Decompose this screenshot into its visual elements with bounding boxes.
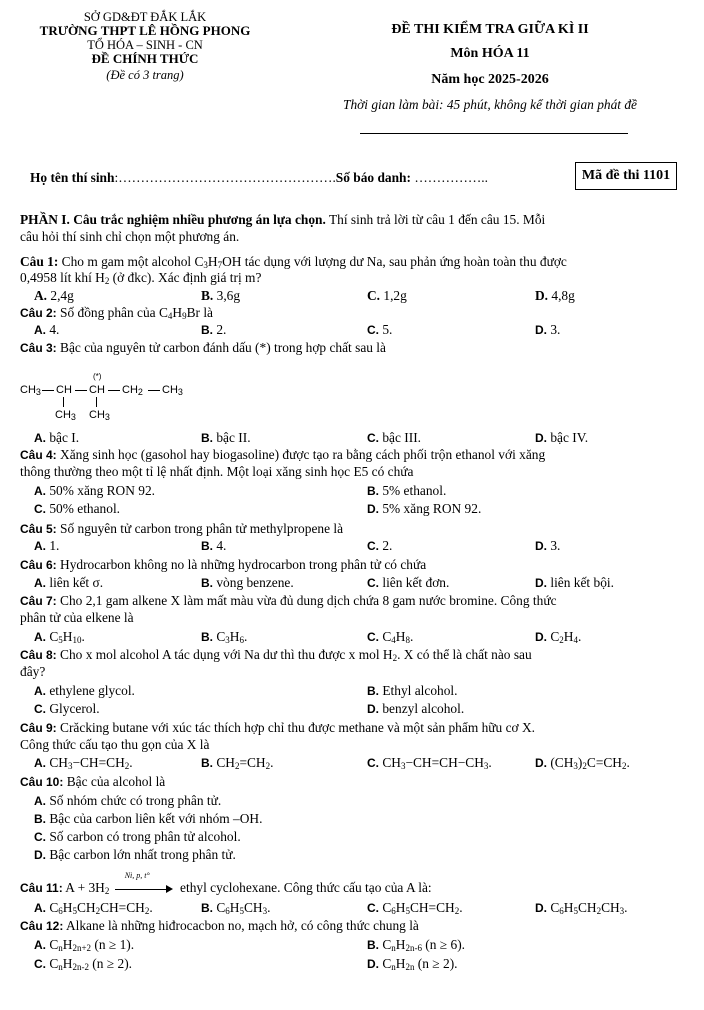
q2-sub: 4	[167, 311, 173, 321]
option-text: 2,4g	[50, 288, 74, 303]
q1-option-b	[201, 288, 240, 304]
q5-text: Số nguyên tử carbon trong phân tử methylpropene là	[56, 521, 344, 536]
q10-option-b	[34, 811, 262, 827]
option-label: C.	[367, 323, 379, 337]
q2-option-b	[201, 322, 226, 338]
option-label: A.	[34, 288, 48, 303]
option-label: B.	[201, 576, 213, 590]
q3-option-a	[34, 430, 79, 446]
option-text: 5% ethanol.	[382, 483, 447, 498]
bond	[63, 397, 64, 407]
option-text: 4.	[49, 322, 60, 337]
question-9-line2: Công thức cấu tạo thu gọn của X là	[20, 737, 210, 752]
q6-option-c	[367, 575, 449, 591]
q7-option-b: B. $C_3H_6$.	[201, 629, 248, 645]
q9-option-c: C. $CH_3-CH=CH-CH_3$.	[367, 755, 492, 771]
exam-header	[295, 10, 685, 113]
option-text: bậc II.	[216, 430, 251, 445]
q5-option-a	[34, 538, 59, 554]
formula-ch3-right: $CH_3$	[162, 384, 183, 397]
q2-option-c	[367, 322, 392, 338]
formula-ch3-branch1: $CH_3$	[55, 409, 76, 422]
option-text: 50% ethanol.	[49, 501, 121, 516]
q10-option-c	[34, 829, 241, 845]
q7-option-c: C. $C_4H_8$.	[367, 629, 414, 645]
q7-option-a: A. $C_5H_{10}$.	[34, 629, 85, 645]
formula-ch2: $CH_2$	[122, 384, 143, 397]
option-text: 5% xăng RON 92.	[382, 501, 482, 516]
option-label: C.	[34, 830, 46, 844]
question-5	[20, 521, 684, 537]
q3-option-c	[367, 430, 421, 446]
option-label: D.	[535, 323, 547, 337]
school-name: TRƯỜNG THPT LÊ HỒNG PHONG	[39, 23, 251, 38]
option-label: D.	[367, 702, 379, 716]
arrow-condition: Ni, p, t°	[124, 870, 150, 880]
q8-text: Cho x mol alcohol A tác dụng với Na dư thì thu được x mol H	[56, 647, 393, 662]
option-label: D.	[535, 576, 547, 590]
q11-option-a: A. $C_6H_5CH_2CH=CH_2$.	[34, 900, 153, 916]
q3-option-d	[535, 430, 588, 446]
q4-option-b	[367, 483, 446, 499]
option-label: A.	[34, 756, 46, 770]
option-label: B.	[367, 684, 379, 698]
option-text: 2.	[216, 322, 227, 337]
q4-option-a	[34, 483, 155, 499]
option-label: B.	[201, 539, 213, 553]
option-label: B.	[367, 484, 379, 498]
q10-option-d	[34, 847, 236, 863]
option-text: liên kết bội.	[550, 575, 614, 590]
q8-option-d	[367, 701, 464, 717]
q9-option-b: B. $CH_2=CH_2$.	[201, 755, 274, 771]
exam-code-box: Mã đề thi 1101	[575, 162, 677, 190]
name-fill: :………………………………………….	[114, 170, 336, 185]
option-text: bậc III.	[382, 430, 422, 445]
exam-time: Thời gian làm bài: 45 phút, không kể thời gian phát đề	[343, 97, 637, 112]
question-12	[20, 918, 684, 934]
option-text: 3,6g	[216, 288, 241, 303]
name-label: Họ tên thí sinh	[30, 170, 115, 185]
bond	[96, 397, 97, 407]
option-label: A.	[34, 323, 46, 337]
q2-option-d	[535, 322, 560, 338]
q5-option-b	[201, 538, 226, 554]
option-label: B.	[367, 938, 379, 952]
q1-sub: 3	[203, 260, 208, 270]
question-8-line1	[20, 647, 684, 663]
q1-sub: 7	[217, 260, 223, 270]
question-number: Câu 4:	[20, 448, 57, 462]
question-9-line1	[20, 720, 684, 736]
question-3	[20, 340, 684, 356]
department-name: SỞ GD&ĐT ĐẮK LẮK	[83, 10, 207, 24]
bond	[108, 390, 120, 391]
option-text: Glycerol.	[49, 701, 100, 716]
question-4-line1	[20, 447, 684, 463]
option-text: 4.	[216, 538, 227, 553]
question-6	[20, 557, 684, 573]
q9-option-a: A. $CH_3-CH=CH_2$.	[34, 755, 133, 771]
question-number: Câu 8:	[20, 648, 57, 662]
option-label: C.	[367, 539, 379, 553]
option-label: D.	[535, 756, 547, 770]
exam-year: Năm học 2025-2026	[431, 72, 549, 87]
option-label: C.	[367, 431, 379, 445]
option-text: 2.	[382, 538, 393, 553]
option-label: B.	[201, 431, 213, 445]
q4-option-d	[367, 501, 481, 517]
q1-option-c	[367, 288, 407, 304]
q12-option-c: C. $C_nH_{2n-2}$ (n ≥ 2).	[34, 956, 133, 972]
part1-instr1: Thí sinh trả lời từ câu 1 đến câu 15. Mỗi	[325, 212, 546, 227]
q10-text: Bậc của alcohol là	[63, 774, 166, 789]
formula-star: (*)	[93, 372, 102, 381]
q11-option-b: B. $C_6H_5CH_3$.	[201, 900, 271, 916]
option-text: 3.	[550, 538, 561, 553]
q7-option-d: D. $C_2H_4$.	[535, 629, 582, 645]
q8-option-a	[34, 683, 135, 699]
q8-option-c	[34, 701, 100, 717]
question-1-line2	[20, 270, 684, 286]
q1-text: H	[207, 254, 218, 269]
option-text: 4,8g	[551, 288, 575, 303]
part1-instruction	[20, 212, 684, 228]
option-label: B.	[201, 630, 213, 644]
header-rule	[360, 133, 628, 134]
bond	[75, 390, 87, 391]
q11-option-c: C. $C_6H_5CH=CH_2$.	[367, 900, 463, 916]
q11-sub: 2	[104, 886, 110, 896]
option-text: 3.	[550, 322, 561, 337]
option-label: A.	[34, 630, 46, 644]
option-label: C.	[367, 630, 379, 644]
bond	[148, 390, 160, 391]
q2-option-a	[34, 322, 59, 338]
option-label: D.	[535, 539, 547, 553]
exam-title: ĐỀ THI KIỂM TRA GIỮA KÌ II	[391, 22, 589, 37]
q6-option-d	[535, 575, 614, 591]
option-label: C.	[34, 702, 46, 716]
option-label: A.	[34, 901, 46, 915]
q11-text: A + 3H	[62, 880, 105, 895]
option-text: bậc IV.	[550, 430, 589, 445]
q8-text: . X có thể là chất nào sau	[397, 647, 532, 662]
option-label: D.	[367, 502, 379, 516]
q2-text: Br là	[186, 305, 213, 320]
q1-text: 0,4958 lít khí H	[20, 270, 105, 285]
option-text: vòng benzene.	[216, 575, 294, 590]
q1-text: OH tác dụng với lượng dư Na, sau phản ứng hoàn toàn thu được	[222, 254, 567, 269]
q12-option-d: D. $C_nH_{2n}$ (n ≥ 2).	[367, 956, 458, 972]
option-label: C.	[367, 576, 379, 590]
option-label: A.	[34, 539, 46, 553]
option-text: 5.	[382, 322, 393, 337]
q12-option-b: B. $C_nH_{2n-6}$ (n ≥ 6).	[367, 937, 466, 953]
part1-instr2: câu hỏi thí sinh chỉ chọn một phương án.	[20, 229, 240, 244]
question-2	[20, 305, 684, 321]
question-number: Câu 11:	[20, 881, 63, 895]
formula-ch3-branch2: $CH_3$	[89, 409, 110, 422]
q1-text: (ở đkc). Xác định giá trị m?	[109, 270, 262, 285]
option-label: A.	[34, 484, 46, 498]
formula-ch3-left: $CH_3$	[20, 384, 41, 397]
option-label: D.	[535, 630, 547, 644]
question-number: Câu 7:	[20, 594, 57, 608]
question-7-line1	[20, 593, 684, 609]
option-label: A.	[34, 431, 46, 445]
q10-option-a	[34, 793, 221, 809]
question-number: Câu 1:	[20, 254, 59, 269]
student-info	[30, 170, 488, 186]
q9-text: Crăcking butane với xúc tác thích hợp chỉ thu được methane và một sản phẩm hữu cơ X.	[56, 720, 535, 735]
question-10	[20, 774, 684, 790]
q2-text: H	[172, 305, 183, 320]
official-label: ĐỀ CHÍNH THỨC	[91, 51, 199, 66]
question-number: Câu 10:	[20, 775, 64, 789]
bond	[42, 390, 54, 391]
option-text: Số nhóm chức có trong phân tử.	[49, 793, 222, 808]
q11-option-d: D. $C_6H_5CH_2CH_3$.	[535, 900, 628, 916]
q3-text: Bậc của nguyên tử carbon đánh dấu (*) trong hợp chất sau là	[56, 340, 386, 355]
page-count: (Đề có 3 trang)	[106, 68, 184, 82]
q1-option-d	[535, 288, 575, 304]
q9-option-d: D. $(CH_3)_2C=CH_2$.	[535, 755, 630, 771]
question-number: Câu 3:	[20, 341, 57, 355]
option-label: B.	[201, 756, 213, 770]
q6-option-a	[34, 575, 103, 591]
q2-sub: 9	[182, 311, 187, 321]
option-text: benzyl alcohol.	[382, 701, 465, 716]
option-label: C.	[367, 288, 381, 303]
option-text: liên kết σ.	[49, 575, 104, 590]
option-label: D.	[535, 901, 547, 915]
question-4-line2: thông thường theo một tỉ lệ nhất định. Một loại xăng sinh học E5 có chứa	[20, 464, 414, 479]
question-number: Câu 5:	[20, 522, 57, 536]
q4-option-c	[34, 501, 120, 517]
option-label: B.	[201, 288, 214, 303]
group-name: TỔ HÓA – SINH - CN	[87, 38, 203, 52]
option-text: liên kết đơn.	[382, 575, 450, 590]
q2-text: Số đồng phân của C	[56, 305, 168, 320]
option-label: D.	[34, 848, 46, 862]
question-number: Câu 2:	[20, 306, 57, 320]
option-label: A.	[34, 684, 46, 698]
option-label: C.	[34, 502, 46, 516]
q12-text: Alkane là những hiđrocacbon no, mạch hở, có công thức chung là	[63, 918, 419, 933]
question-1-line1	[20, 254, 684, 270]
option-label: D.	[367, 957, 379, 971]
option-text: 1,2g	[383, 288, 407, 303]
option-text: Bậc của carbon liên kết với nhóm –OH.	[49, 811, 263, 826]
q8-sub: 2	[392, 653, 398, 663]
reaction-arrow-icon	[113, 870, 177, 896]
option-text: 1.	[49, 538, 60, 553]
q8-option-b	[367, 683, 457, 699]
question-number: Câu 6:	[20, 558, 57, 572]
option-label: D.	[535, 431, 547, 445]
q11-text: ethyl cyclohexane. Công thức cấu tạo của A là:	[176, 880, 432, 895]
question-number: Câu 9:	[20, 721, 57, 735]
option-label: D.	[535, 288, 549, 303]
q12-option-a: A. $C_nH_{2n+2}$ (n ≥ 1).	[34, 937, 135, 953]
q1-text: Cho m gam một alcohol C	[58, 254, 204, 269]
option-label: C.	[34, 957, 46, 971]
formula-ch-2: CH	[89, 384, 105, 396]
exam-subject: Môn HÓA 11	[450, 46, 530, 61]
question-7-line2: phân tử của elkene là	[20, 610, 134, 625]
q5-option-d	[535, 538, 560, 554]
q4-text: Xăng sinh học (gasohol hay biogasoline) được tạo ra bằng cách phối trộn ethanol với xăng	[56, 447, 546, 462]
option-label: A.	[34, 938, 46, 952]
option-text: 50% xăng RON 92.	[49, 483, 155, 498]
q5-option-c	[367, 538, 392, 554]
q3-option-b	[201, 430, 251, 446]
question-11	[20, 870, 684, 896]
option-text: Số carbon có trong phân tử alcohol.	[49, 829, 241, 844]
option-label: A.	[34, 576, 46, 590]
option-text: bậc I.	[49, 430, 80, 445]
option-text: ethylene glycol.	[49, 683, 135, 698]
option-label: B.	[201, 901, 213, 915]
q1-option-a	[34, 288, 74, 304]
option-label: C.	[367, 901, 379, 915]
option-label: C.	[367, 756, 379, 770]
option-label: A.	[34, 794, 46, 808]
option-label: B.	[34, 812, 46, 826]
q7-text: Cho 2,1 gam alkene X làm mất màu vừa đủ dung dịch chứa 8 gam nước bromine. Công thức	[56, 593, 557, 608]
formula-ch-1: CH	[56, 384, 72, 396]
id-fill: ……………..	[410, 170, 488, 185]
question-8-line2: đây?	[20, 664, 46, 679]
question-number: Câu 12:	[20, 919, 64, 933]
q1-sub: 2	[104, 276, 110, 286]
q6-option-b	[201, 575, 294, 591]
school-header	[20, 10, 270, 82]
id-label: Số báo danh:	[335, 170, 411, 185]
option-label: B.	[201, 323, 213, 337]
q6-text: Hydrocarbon không no là những hydrocarbon trong phân tử có chứa	[56, 557, 427, 572]
part1-heading: PHẦN I. Câu trắc nghiệm nhiều phương án lựa chọn.	[20, 212, 326, 227]
option-text: Ethyl alcohol.	[382, 683, 458, 698]
option-text: Bậc carbon lớn nhất trong phân tử.	[49, 847, 236, 862]
